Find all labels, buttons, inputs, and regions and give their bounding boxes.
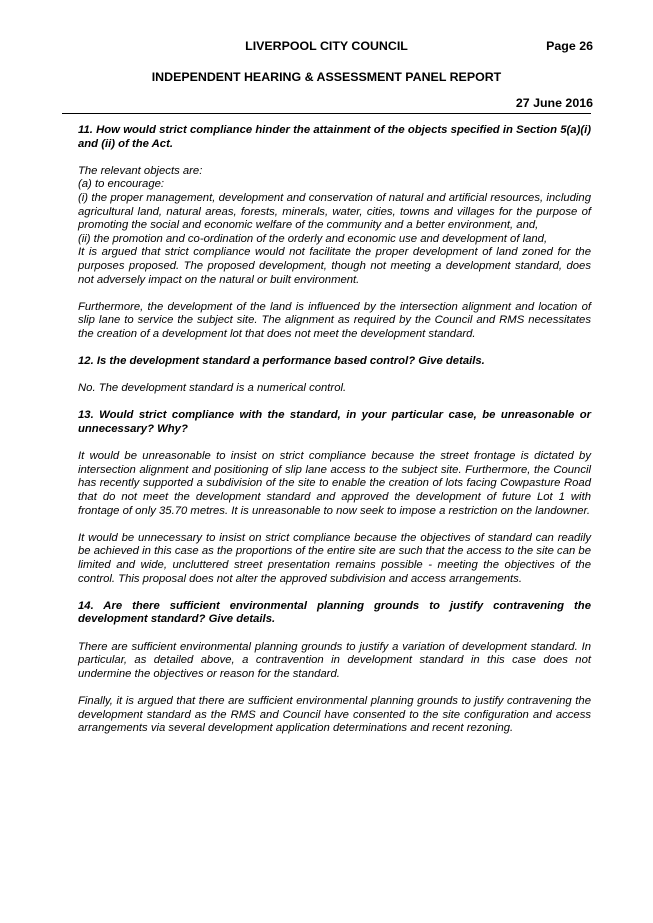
report-body bbox=[78, 124, 591, 736]
q11-objects-ii: (ii) the promotion and co-ordination of the orderly and economic use and development of land, bbox=[78, 232, 548, 245]
q14-paragraph-2: Finally, it is argued that there are sufficient environmental planning grounds to justify contravening the development standard as the RMS and Council have consented to the site configuration and access arrangements via several development application determinations and recent rezoning. bbox=[78, 694, 591, 735]
q11-objects-a: (a) to encourage: bbox=[78, 178, 165, 191]
q11-argument: It is argued that strict compliance would not facilitate the proper development of land zoned for the purposes proposed. The proposed development, though not meeting a development standard, does not adversely impact on the natural or built environment. bbox=[78, 246, 591, 286]
report-title: INDEPENDENT HEARING & ASSESSMENT PANEL REPORT bbox=[151, 70, 502, 84]
question-12: 12. Is the development standard a performance based control? Give details. bbox=[78, 355, 485, 368]
question-11: 11. How would strict compliance hinder the attainment of the objects specified in Section 5(a)(i) and (ii) of the Act. bbox=[78, 124, 591, 150]
report-date: 27 June 2016 bbox=[515, 96, 593, 110]
header-divider bbox=[62, 113, 591, 114]
question-14: 14. Are there sufficient environmental planning grounds to justify contravening the development standard? Give details. bbox=[78, 599, 591, 626]
q11-objects-intro: The relevant objects are: bbox=[78, 164, 203, 177]
q14-paragraph-1: There are sufficient environmental planning grounds to justify a variation of development standard. In particular, as detailed above, a contravention in development standard in this case does not undermine the objectives or reason for the standard. bbox=[78, 640, 591, 680]
q11-paragraph-2: Furthermore, the development of the land is influenced by the intersection alignment and location of slip lane to service the subject site. The alignment as required by the Council and RMS necessitates the creation of a development lot that does not meet the development standard. bbox=[78, 300, 591, 340]
council-name: LIVERPOOL CITY COUNCIL bbox=[245, 39, 408, 53]
q13-paragraph-1: It would be unreasonable to insist on strict compliance because the street frontage is dictated by intersection alignment and positioning of slip lane access to the subject site. Furthermore, the Council has recently supported a subdivision of the site to enable the creation of lots facing Cowpasture Road that do not meet the development standard and approved the development of future Lot 1 with frontage of only 35.70 metres. It is unreasonable to now seek to impose a restriction on the landowner. bbox=[78, 450, 591, 517]
q11-objects-i: (i) the proper management, development and conservation of natural and artificial resources, including agricultural land, natural areas, forests, minerals, water, cities, towns and villages for the purpose of promoting the social and economic welfare of the community and a better environment, and, bbox=[78, 191, 591, 232]
page-number: Page 26 bbox=[546, 39, 593, 53]
question-13: 13. Would strict compliance with the standard, in your particular case, be unreasonable or unnecessary? Why? bbox=[78, 409, 591, 436]
q12-answer: No. The development standard is a numerical control. bbox=[78, 382, 347, 395]
q13-paragraph-2: It would be unnecessary to insist on strict compliance because the objectives of standard can readily be achieved in this case as the proportions of the entire site are such that the access to the site can be limited and wide, uncluttered street presentation remains possible - meeting the objectives of the control. This proposal does not alter the approved subdivision and access arrangements. bbox=[78, 531, 591, 585]
